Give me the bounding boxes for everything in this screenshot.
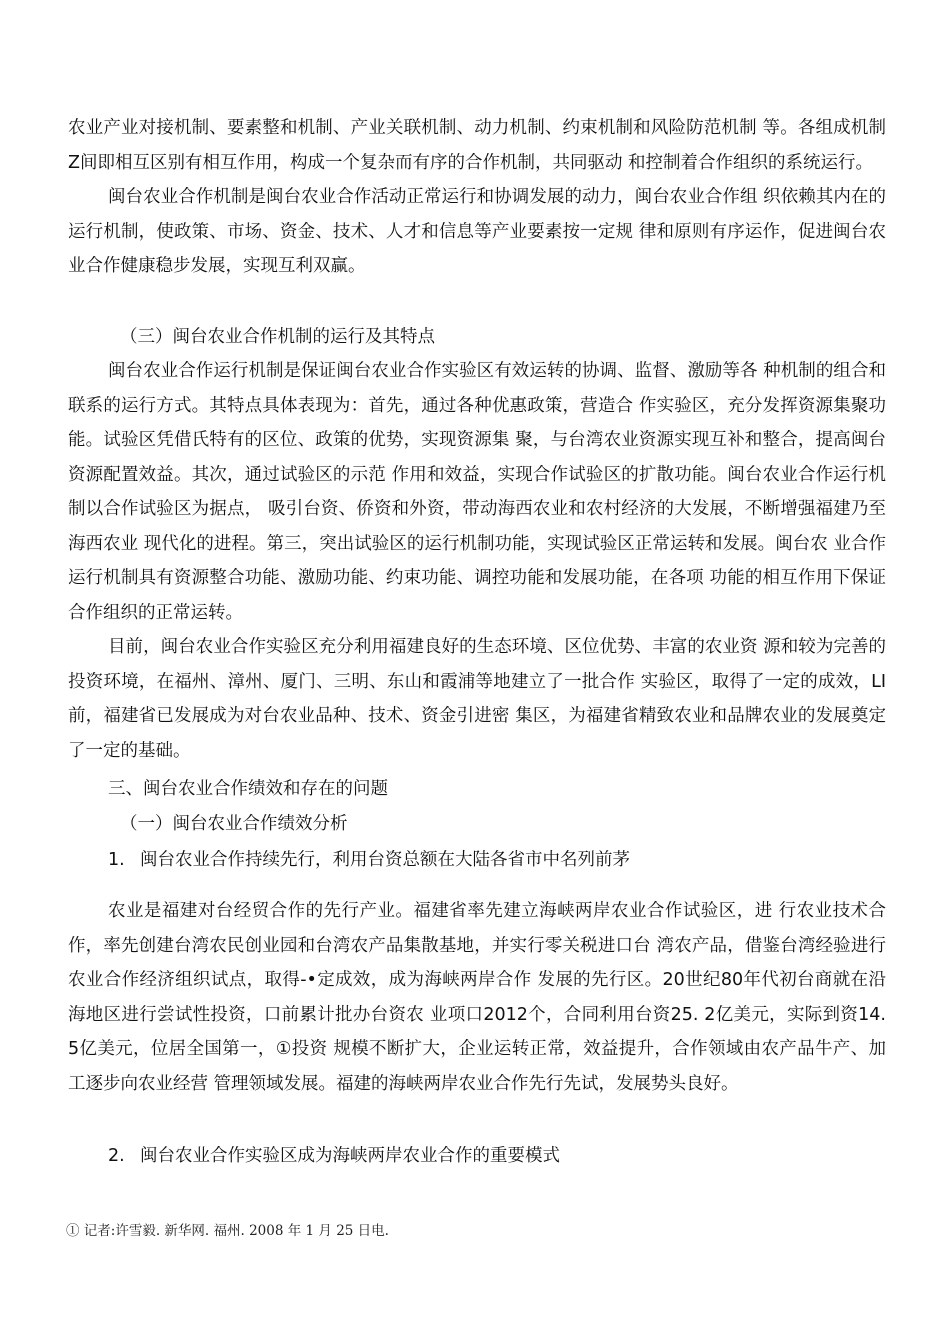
subheading-operation-features: （三）闽台农业合作机制的运行及其特点 [120, 327, 435, 347]
heading-number: 2. [108, 1146, 125, 1166]
numbered-heading-2 [108, 1139, 888, 1173]
subheading-performance-analysis: （一）闽台农业合作绩效分析 [120, 814, 348, 834]
footnote: ① 记者:许雪毅. 新华网. 福州. 2008 年 1 月 25 日电. [66, 1223, 389, 1239]
paragraph-operation-mechanism: 闽台农业合作运行机制是保证闽台农业合作实验区有效运转的协调、监督、激励等各 种机制的组合和联系的运行方式。其特点具体表现为：首先，通过各种优惠政策，营造合 作实验区，充分发挥资源集聚功能。试验区凭借氏特有的区位、政策的优势，实现资源集 聚，与台湾农业资源实现互补和整合，提高闽台资源配置效益。其次，通过试验区的示范 作用和效益，实现合作试验区的扩散功能。闽台农业合作运行机制以合作试验区为据点， 吸引台资、侨资和外资，带动海西农业和农村经济的大发展，不断增强福建乃至海西农业 现代化的进程。第三，突出试验区的运行机制功能，实现试验区正常运转和发展。闽台农 业合作运行机制具有资源整合功能、激励功能、约束功能、调控功能和发展功能，在各项 功能的相互作用下保证合作组织的正常运转。 [68, 361, 886, 623]
paragraph-block-3 [68, 894, 886, 1101]
paragraph-block-2 [68, 354, 886, 768]
heading-text: 闽台农业合作实验区成为海峡两岸农业合作的重要模式 [140, 1146, 560, 1166]
heading-number: 1. [108, 850, 125, 870]
section-heading-performance: 三、闽台农业合作绩效和存在的问题 [108, 779, 388, 799]
paragraph-current-status: 目前，闽台农业合作实验区充分利用福建良好的生态环境、区位优势、丰富的农业资 源和较为完善的投资环境，在福州、漳州、厦门、三明、东山和霞浦等地建立了一批合作 实验区，取得了一定的成效，LI前，福建省已发展成为对台农业品种、技术、资金引进密 集区，为福建省精致农业和品牌农业的发展奠定了一定的基础。 [68, 637, 886, 761]
heading-text: 闽台农业合作持续先行，利用台资总额在大陆各省市中名列前茅 [140, 850, 630, 870]
paragraph-mechanism-dynamics: 闽台农业合作机制是闽台农业合作活动正常运行和协调发展的动力，闽台农业合作组 织依赖其内在的运行机制，使政策、市场、资金、技术、人才和信息等产业要素按一定规 律和原则有序运作，促进闽台农业合作健康稳步发展，实现互利双赢。 [68, 187, 886, 276]
paragraph-leading-industry: 农业是福建对台经贸合作的先行产业。福建省率先建立海峡两岸农业合作试验区，进 行农业技术合作，率先创建台湾农民创业园和台湾农产品集散基地，并实行零关税进口台 湾农产品，借鉴台湾经验进行农业合作经济组织试点，取得-•定成效，成为海峡两岸合作 发展的先行区。20世纪80年代初台商就在沿海地区进行尝试性投资，口前累计批办台资农 业项口2012个，合同利用台资25. 2亿美元，实际到资14. 5亿美元，位居全国第一，①投资 规模不断扩大，企业运转正常，效益提升，合作领域由农产品牛产、加工逐步向农业经营 管理领域发展。福建的海峡两岸农业合作先行先试，发展势头良好。 [68, 901, 886, 1094]
numbered-heading-1 [108, 843, 888, 877]
paragraph-block-1 [68, 111, 886, 284]
paragraph-mechanism-components: 农业产业对接机制、要素整和机制、产业关联机制、动力机制、约束机制和风险防范机制 等。各组成机制Z间即相互区别有相互作用，构成一个复杂而有序的合作机制，共同驱动 和控制着合作组织的系统运行。 [68, 118, 886, 173]
